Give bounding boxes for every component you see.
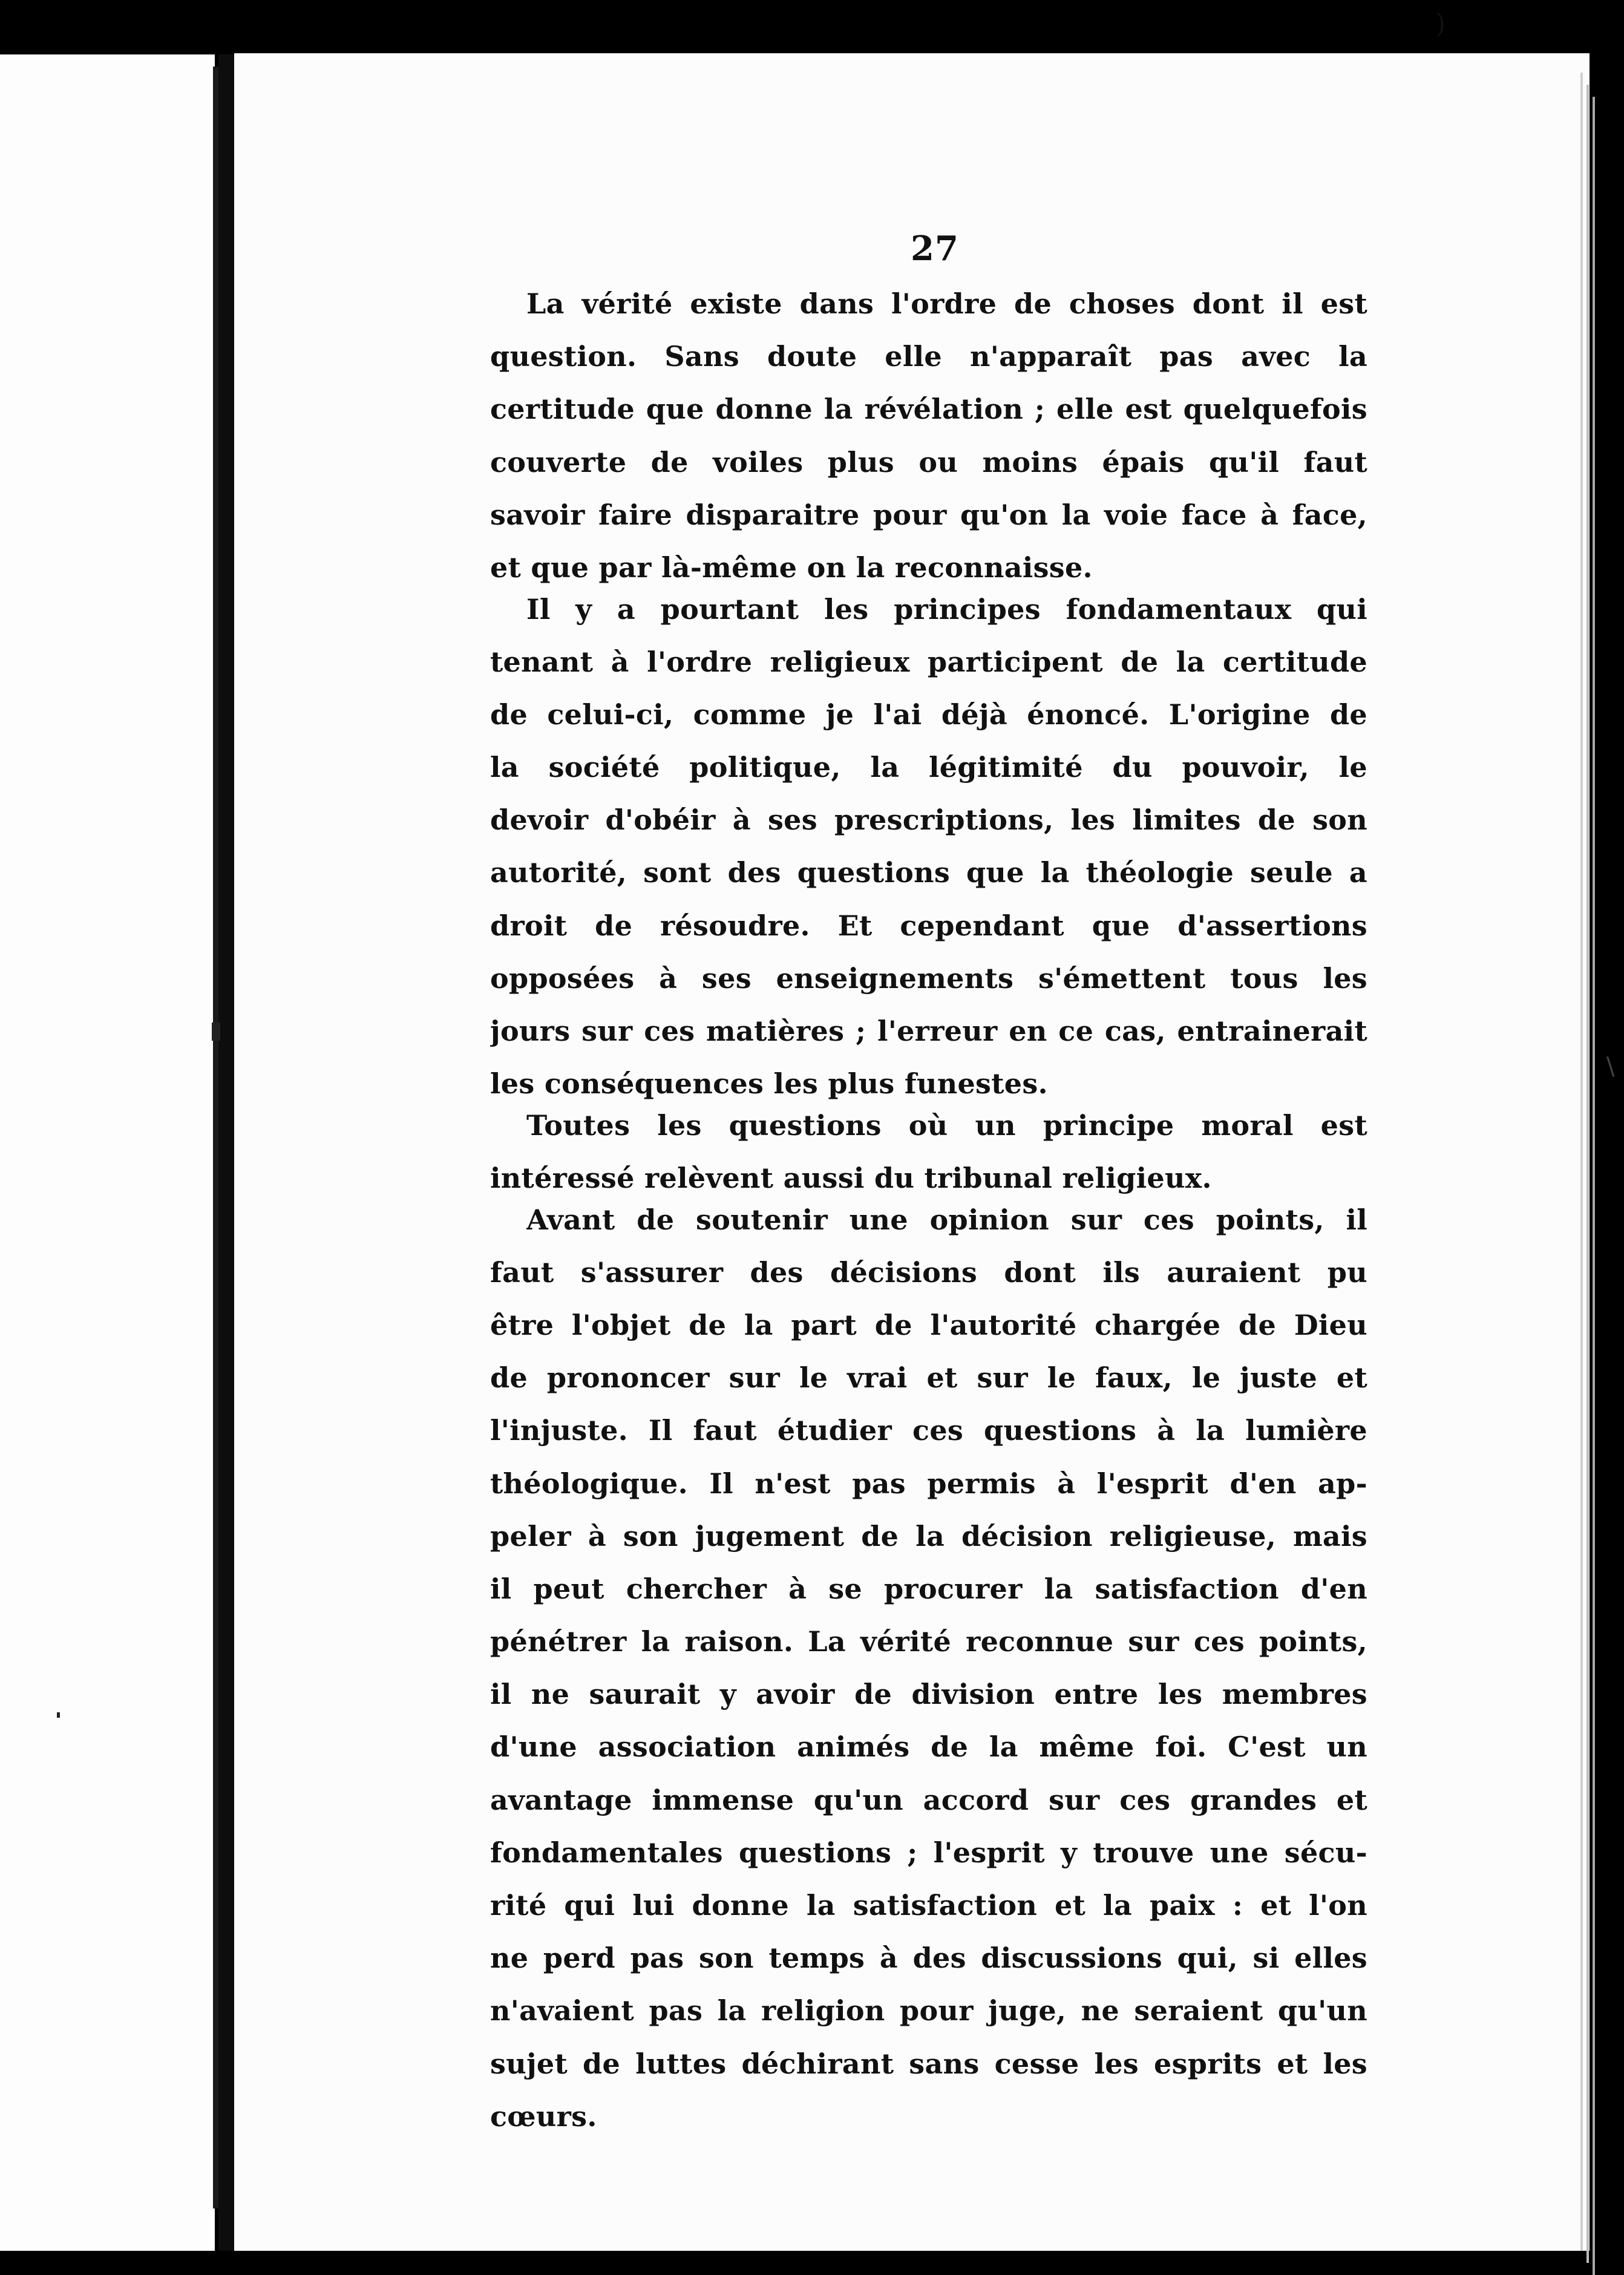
text-line: intéressé relèvent aussi du tribunal religieux. [490,1162,1212,1194]
text-line: il peut chercher à se procurer la satisfaction d'en [490,1572,1367,1605]
text-line: peler à son jugement de la décision religieuse, mais [490,1519,1367,1553]
text-line: couverte de voiles plus ou moins épais qu'il faut [490,445,1367,479]
text-line: jours sur ces matières ; l'erreur en ce cas, entrainerait [490,1015,1367,1048]
text-line: cœurs. [490,2100,597,2133]
text-line: devoir d'obéir à ses prescriptions, les limites de son [490,804,1367,837]
page-edge [1580,73,1583,2251]
text-line: sujet de luttes déchirant sans cesse les esprits et les [490,2047,1367,2080]
text-line: Toutes les questions où un principe moral est [526,1108,1367,1142]
text-line: faut s'assurer des décisions dont ils auraient pu [490,1255,1367,1289]
text-line: la société politique, la légitimité du pouvoir, le [490,751,1367,784]
text-line: de prononcer sur le vrai et sur le faux, le juste et [490,1361,1367,1395]
previous-page-edge [0,54,215,2251]
text-line: droit de résoudre. Et cependant que d'assertions [490,909,1367,942]
text-line: savoir faire disparaitre pour qu'on la voie face à face, [490,498,1367,531]
text-line: fondamentales questions ; l'esprit y trouve une sécu- [490,1836,1367,1869]
speck [57,1712,60,1718]
paragraph-2 [490,589,1367,1105]
text-line: opposées à ses enseignements s'émettent tous les [490,961,1367,995]
gutter-shadow [218,54,234,2251]
page-number: 27 [911,229,959,269]
text-line: ne perd pas son temps à des discussions qui, si elles [490,1942,1367,1975]
text-line: il ne saurait y avoir de division entre les membres [490,1678,1367,1711]
text-line: les conséquences les plus funestes. [490,1067,1048,1101]
speck [212,1023,220,1041]
text-line: et que par là-même on la reconnaisse. [490,551,1093,584]
body-text [490,283,1367,2137]
paragraph-4 [490,1199,1367,2138]
book-spine [213,67,218,2208]
text-line: question. Sans doute elle n'apparaît pas avec la [490,340,1367,373]
text-line: tenant à l'ordre religieux participent de la certitude [490,645,1367,678]
text-line: de celui-ci, comme je l'ai déjà énoncé. L'origine de [490,698,1367,731]
text-line: n'avaient pas la religion pour juge, ne seraient qu'un [490,1994,1367,2028]
text-line: avantage immense qu'un accord sur ces grandes et [490,1783,1367,1816]
text-line: d'une association animés de la même foi. C'est un [490,1730,1367,1764]
text-line: La vérité existe dans l'ordre de choses dont il est [526,287,1367,320]
text-line: autorité, sont des questions que la théologie seule a [490,856,1367,889]
paragraph-3 [490,1105,1367,1199]
text-line: certitude que donne la révélation ; elle est quelquefois [490,393,1367,426]
text-line: l'injuste. Il faut étudier ces questions à la lumière [490,1414,1367,1447]
page-edge [1586,85,1589,2263]
text-line: Il y a pourtant les principes fondamentaux qui [526,592,1367,626]
text-line: théologique. Il n'est pas permis à l'esprit d'en ap- [490,1467,1367,1500]
text-line: être l'objet de la part de l'autorité chargée de Dieu [490,1308,1367,1341]
corner-mark: ) [1435,8,1446,39]
text-line: pénétrer la raison. La vérité reconnue sur ces points, [490,1625,1367,1658]
paragraph-1 [490,283,1367,589]
text-line: Avant de soutenir une opinion sur ces points, il [526,1203,1367,1236]
margin-mark: \ [1606,1053,1615,1081]
page-edge [1593,97,1595,2275]
text-line: rité qui lui donne la satisfaction et la paix : et l'on [490,1889,1367,1922]
